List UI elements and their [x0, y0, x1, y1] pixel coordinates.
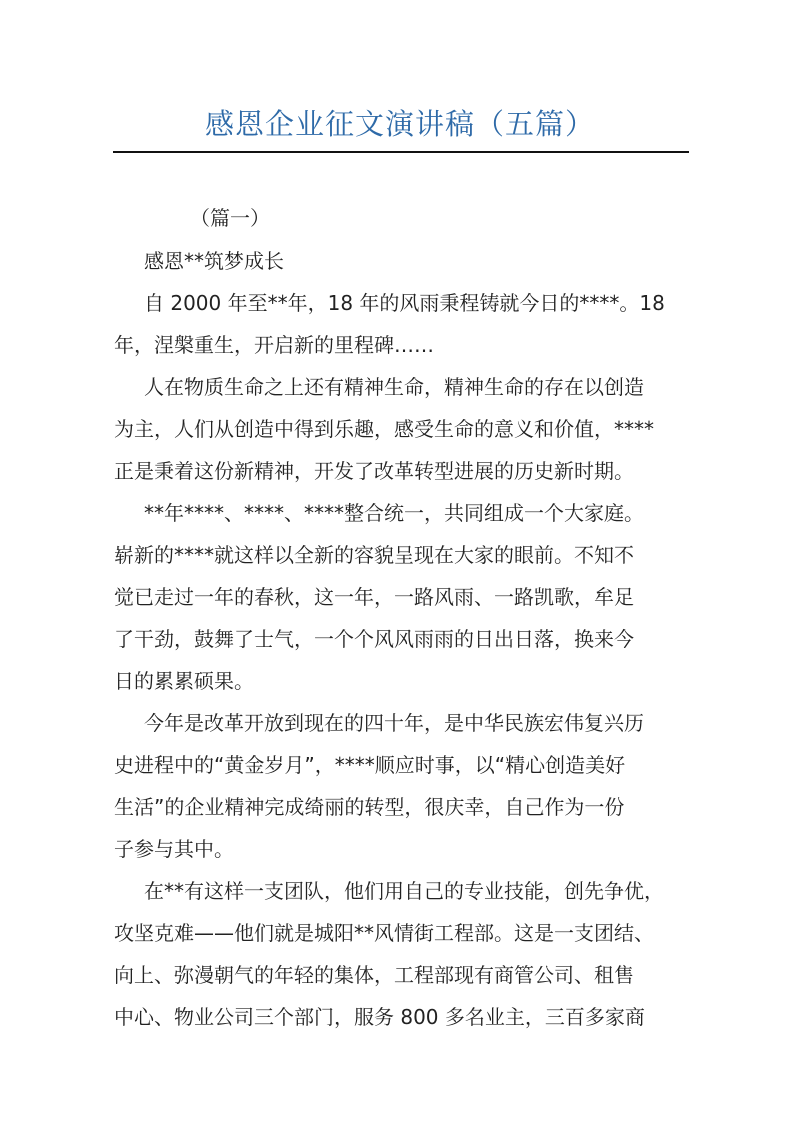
document-title: 感恩企业征文演讲稿（五篇）: [204, 107, 595, 141]
paragraph-line: 觉已走过一年的春秋，这一年，一路风雨、一路凯歌，牟足: [114, 585, 634, 609]
paragraph-line: 年，涅槃重生，开启新的里程碑……: [114, 333, 434, 357]
section-heading: 感恩**筑梦成长: [144, 249, 284, 273]
paragraph-line: 正是秉着这份新精神，开发了改革转型进展的历史新时期。: [114, 459, 634, 483]
paragraph-line: 生活”的企业精神完成绮丽的转型，很庆幸，自己作为一份: [114, 795, 625, 819]
paragraph-line: 了干劲，鼓舞了士气，一个个风风雨雨的日出日落，换来今: [114, 627, 634, 651]
paragraph-line: 自 2000 年至**年，18 年的风雨秉程铸就今日的****。18: [144, 291, 665, 315]
paragraph-line: 今年是改革开放到现在的四十年，是中华民族宏伟复兴历: [144, 711, 644, 735]
title-underline: [113, 151, 689, 153]
paragraph-line: 攻坚克难——他们就是城阳**风情街工程部。这是一支团结、: [114, 921, 654, 945]
paragraph-line: 为主，人们从创造中得到乐趣，感受生命的意义和价值，****: [114, 417, 654, 441]
chapter-label: （篇一）: [190, 206, 270, 230]
paragraph-line: 日的累累硕果。: [114, 669, 254, 693]
paragraph-line: 崭新的****就这样以全新的容貌呈现在大家的眼前。不知不: [114, 543, 634, 567]
paragraph-line: 在**有这样一支团队，他们用自己的专业技能，创先争优，: [144, 879, 664, 903]
paragraph-line: 中心、物业公司三个部门，服务 800 多名业主，三百多家商: [114, 1005, 645, 1029]
paragraph-line: **年****、****、****整合统一，共同组成一个大家庭。: [144, 501, 644, 525]
paragraph-line: 史进程中的“黄金岁月”，****顺应时事，以“精心创造美好: [114, 753, 626, 777]
paragraph-line: 向上、弥漫朝气的年轻的集体，工程部现有商管公司、租售: [114, 963, 634, 987]
paragraph-line: 人在物质生命之上还有精神生命，精神生命的存在以创造: [144, 375, 644, 399]
paragraph-line: 子参与其中。: [114, 837, 234, 861]
